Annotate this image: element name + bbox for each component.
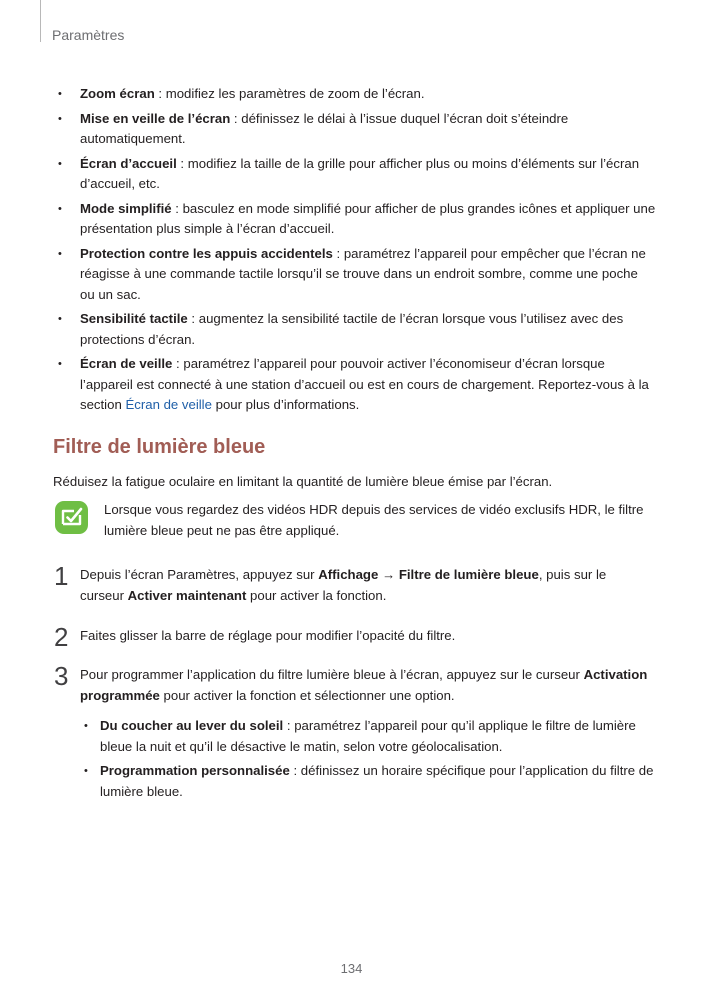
list-item bbox=[56, 309, 656, 350]
list-item bbox=[56, 109, 656, 150]
item-description: : paramétrez l’appareil pour qu’il applique le filtre de lumière bleue la nuit et qu’il le désactive le matin, selon votre géolocalisation. bbox=[100, 718, 636, 754]
list-item bbox=[56, 354, 656, 416]
item-term: Mode simplifié bbox=[80, 200, 172, 216]
note-check-icon bbox=[55, 501, 88, 534]
list-item bbox=[56, 199, 656, 240]
section-intro: Réduisez la fatigue oculaire en limitant la quantité de lumière bleue émise par l’écran. bbox=[53, 474, 553, 489]
item-description: : basculez en mode simplifié pour afficher de plus grandes icônes et appliquer une présentation plus simple à l’écran d’accueil. bbox=[80, 200, 656, 236]
step-text: Faites glisser la barre de réglage pour modifier l’opacité du filtre. bbox=[80, 628, 456, 643]
screen-saver-link[interactable]: Écran de veille bbox=[125, 397, 212, 412]
step-text: Pour programmer l’application du filtre lumière bleue à l’écran, appuyez sur le curseur Activation programmée pour activer la fonction et sélectionner une option. bbox=[80, 667, 648, 703]
item-description: : modifiez les paramètres de zoom de l’écran. bbox=[154, 86, 425, 101]
item-description: : paramétrez l’appareil pour pouvoir activer l’économiseur d’écran lorsque l’appareil est connecté à une station d’accueil ou est en cours de chargement. Reportez-vous à la section bbox=[80, 356, 649, 412]
list-item bbox=[56, 244, 656, 306]
note-text: Lorsque vous regardez des vidéos HDR depuis des services de vidéo exclusifs HDR, le filtre lumière bleue peut ne pas être appliqué. bbox=[104, 502, 644, 538]
item-term: Écran de veille bbox=[80, 356, 173, 371]
list-item bbox=[56, 84, 656, 105]
item-term: Mise en veille de l’écran bbox=[80, 110, 231, 126]
item-description-end: pour plus d’informations. bbox=[211, 397, 360, 412]
page-header-title: Paramètres bbox=[52, 27, 125, 43]
step-number: 2 bbox=[54, 622, 69, 652]
page-number: 134 bbox=[340, 961, 363, 976]
item-description: : définissez un horaire spécifique pour l’application du filtre de lumière bleue. bbox=[100, 763, 654, 799]
section-title: Filtre de lumière bleue bbox=[53, 436, 266, 458]
list-item bbox=[56, 154, 656, 195]
item-description: : augmentez la sensibilité tactile de l’écran lorsque vous l’utilisez avec des protections d’écran. bbox=[80, 311, 624, 347]
schedule-options-list bbox=[84, 716, 656, 806]
item-term: Protection contre les appuis accidentels bbox=[80, 245, 333, 261]
item-description: : paramétrez l’appareil pour empêcher que l’écran ne réagisse à une commande tactile lorsqu’il se trouve dans un endroit sombre, comme une poche ou un sac. bbox=[80, 245, 646, 302]
item-description: : définissez le délai à l’issue duquel l’écran doit s’éteindre automatiquement. bbox=[80, 110, 569, 146]
item-description: : modifiez la taille de la grille pour afficher plus ou moins d’éléments sur l’écran d’accueil, etc. bbox=[80, 155, 640, 191]
header-rule bbox=[40, 0, 41, 42]
step-number: 1 bbox=[54, 561, 69, 591]
item-term: Programmation personnalisée bbox=[100, 763, 290, 778]
list-item bbox=[84, 761, 656, 802]
item-term: Sensibilité tactile bbox=[80, 311, 188, 326]
step-text: Depuis l’écran Paramètres, appuyez sur Affichage → Filtre de lumière bleue, puis sur le curseur Activer maintenant pour activer la fonction. bbox=[80, 567, 607, 603]
step-number: 3 bbox=[54, 661, 69, 691]
item-term: Du coucher au lever du soleil bbox=[100, 718, 284, 733]
item-term: Zoom écran bbox=[80, 86, 155, 101]
item-term: Écran d’accueil bbox=[80, 155, 177, 171]
display-settings-list bbox=[56, 84, 656, 420]
list-item bbox=[84, 716, 656, 757]
